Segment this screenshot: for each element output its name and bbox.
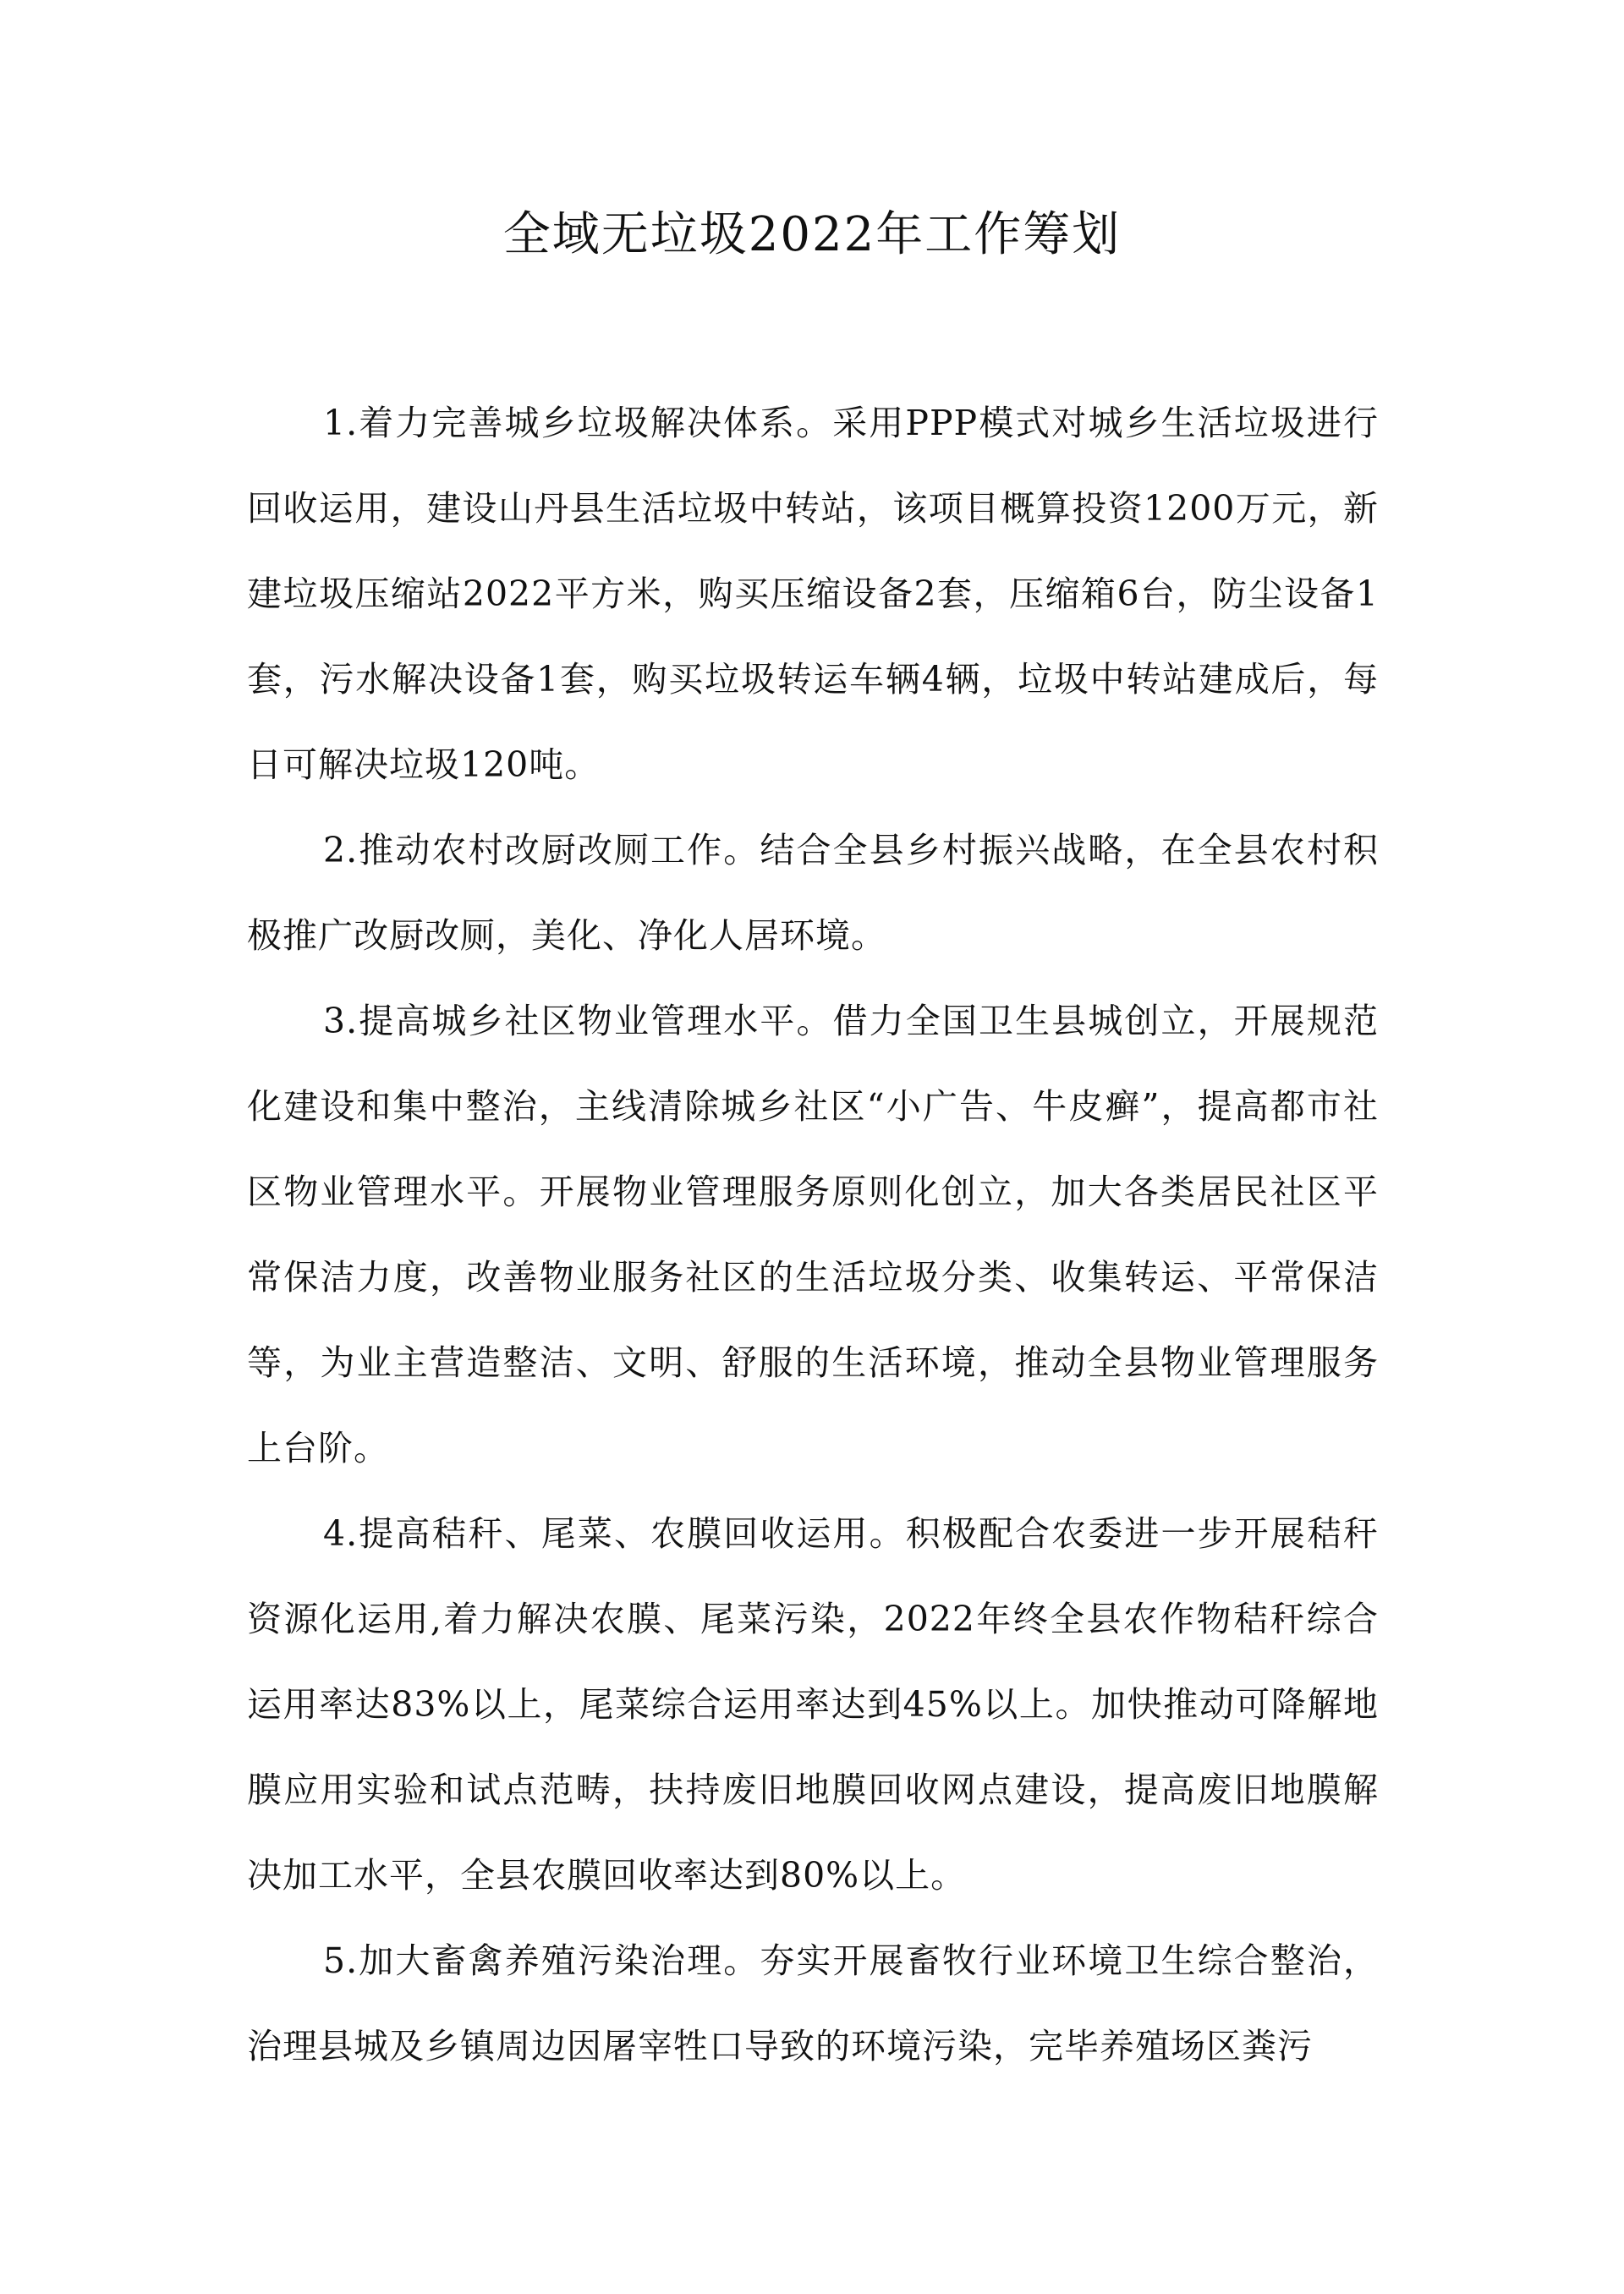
paragraph-1: 1.着力完善城乡垃圾解决体系。采用PPP模式对城乡生活垃圾进行回收运用，建设山丹县生活垃圾中转站，该项目概算投资1200万元，新建垃圾压缩站2022平方米，购买压缩设备2套，压缩箱6台，防尘设备1套，污水解决设备1套，购买垃圾转运车辆4辆，垃圾中转站建成后，每日可解决垃圾120吨。 [247, 403, 1379, 785]
paragraph-2: 2.推动农村改厨改厕工作。结合全县乡村振兴战略，在全县农村积极推广改厨改厕，美化、净化人居环境。 [247, 830, 1379, 956]
paragraph-3: 3.提高城乡社区物业管理水平。借力全国卫生县城创立，开展规范化建设和集中整治，主线清除城乡社区“小广告、牛皮癣”，提高都市社区物业管理水平。开展物业管理服务原则化创立，加大各类居民社区平常保洁力度，改善物业服务社区的生活垃圾分类、收集转运、平常保洁等，为业主营造整洁、文明、舒服的生活环境，推动全县物业管理服务上台阶。 [247, 1001, 1379, 1468]
document-body [247, 381, 1379, 2089]
paragraph-4: 4.提高秸秆、尾菜、农膜回收运用。积极配合农委进一步开展秸秆资源化运用,着力解决农膜、尾菜污染，2022年终全县农作物秸秆综合运用率达83%以上，尾菜综合运用率达到45%以上。加快推动可降解地膜应用实验和试点范畴，扶持废旧地膜回收网点建设，提高废旧地膜解决加工水平，全县农膜回收率达到80%以上。 [247, 1513, 1379, 1896]
document-title: 全域无垃圾2022年工作筹划 [502, 207, 1122, 262]
paragraph-5: 5.加大畜禽养殖污染治理。夯实开展畜牧行业环境卫生综合整治，治理县城及乡镇周边因屠宰牲口导致的环境污染，完毕养殖场区粪污 [247, 1940, 1379, 2066]
